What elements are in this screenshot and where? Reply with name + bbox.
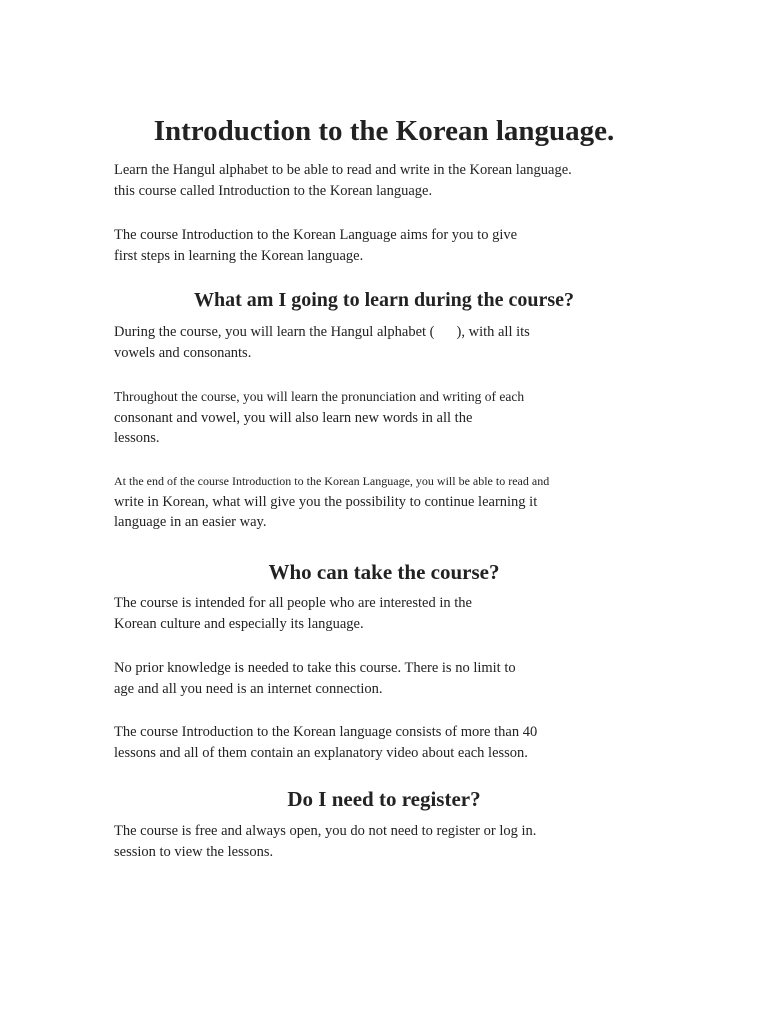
page-title: Introduction to the Korean language. [153, 115, 615, 147]
register-p1-line-1: The course is free and always open, you do not need to register or log in. [114, 823, 537, 839]
learn-paragraph-2 [114, 387, 524, 449]
who-paragraph-1 [114, 593, 472, 634]
learn-p2-line-2: consonant and vowel, you will also learn new words in all the [114, 409, 473, 426]
who-p2-line-2: age and all you need is an internet connection. [114, 680, 383, 697]
learn-p3-line-2: write in Korean, what will give you the possibility to continue learning it [114, 493, 538, 510]
learn-p1-line-2: vowels and consonants. [114, 344, 252, 361]
learn-p2-line-1: Throughout the course, you will learn the pronunciation and writing of each [114, 389, 525, 404]
learn-p2-line-3: lessons. [114, 430, 160, 446]
register-section-heading: Do I need to register? [287, 787, 481, 811]
who-p3-line-2: lessons and all of them contain an explanatory video about each lesson. [114, 744, 528, 761]
learn-p3-line-3: language in an easier way. [114, 514, 267, 530]
register-p1-line-2: session to view the lessons. [114, 843, 274, 860]
aim-line-2: first steps in learning the Korean language. [114, 247, 364, 264]
learn-paragraph-1 [114, 322, 530, 363]
who-p1-line-2: Korean culture and especially its language. [114, 615, 364, 632]
who-section-heading: Who can take the course? [268, 560, 500, 584]
aim-paragraph [114, 225, 517, 266]
aim-line-1: The course Introduction to the Korean Language aims for you to give [114, 227, 518, 243]
learn-p3-line-1: At the end of the course Introduction to the Korean Language, you will be able to read and [114, 474, 550, 488]
who-paragraph-3 [114, 722, 537, 763]
intro-line-2: this course called Introduction to the Korean language. [114, 182, 433, 199]
who-p1-line-1: The course is intended for all people who are interested in the [114, 595, 472, 611]
learn-p1-line-1-after: ), with all its [456, 324, 530, 340]
intro-line-1: Learn the Hangul alphabet to be able to read and write in the Korean language. [114, 162, 572, 178]
who-paragraph-2 [114, 658, 516, 699]
who-p2-line-1: No prior knowledge is needed to take this course. There is no limit to [114, 660, 516, 676]
learn-section-heading: What am I going to learn during the course? [194, 289, 574, 311]
learn-p1-line-1-before: During the course, you will learn the Hangul alphabet ( [114, 324, 435, 340]
learn-p1-line-1 [114, 322, 530, 343]
who-p3-line-1: The course Introduction to the Korean language consists of more than 40 [114, 724, 538, 740]
learn-paragraph-3 [114, 471, 549, 533]
intro-paragraph [114, 160, 572, 201]
register-paragraph-1 [114, 821, 536, 862]
